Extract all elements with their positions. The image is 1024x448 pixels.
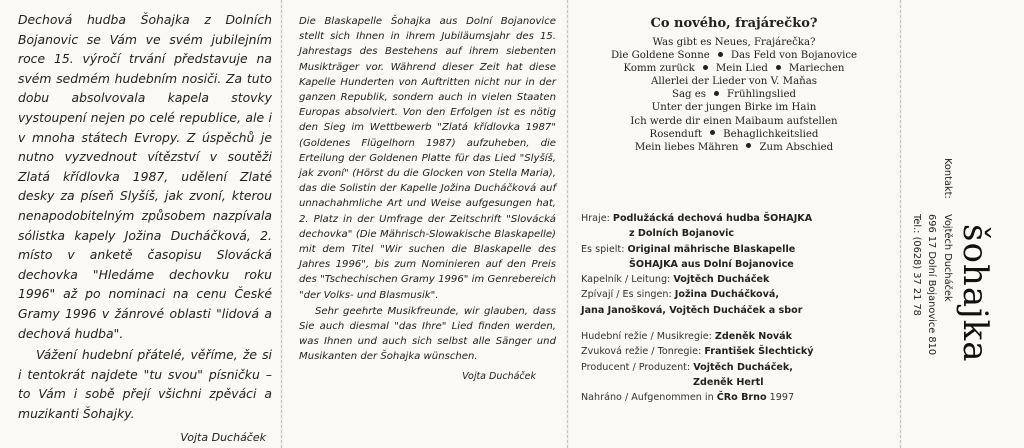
song-title: Unter der jungen Birke im Hain xyxy=(651,102,817,114)
credit-label: Nahráno / Aufgenommen in xyxy=(581,392,714,404)
fold-line xyxy=(900,0,901,448)
song-title: Rosenduft xyxy=(649,128,703,140)
bullet-icon xyxy=(776,65,781,70)
credit-value-continued: Jana Janošková, Vojtěch Ducháček a sbor xyxy=(581,304,803,316)
song-title: Mein Lied xyxy=(715,63,768,75)
credit-es-spielt xyxy=(581,242,897,257)
album-title: Co nového, frajárečko? xyxy=(650,16,818,31)
bullet-icon xyxy=(703,65,708,70)
credit-label: Producent / Produzent: xyxy=(581,361,691,373)
contact-address: 696 17 Dolní Bojanovice 810 xyxy=(926,214,938,356)
credit-label: Zvuková režie / Tonregie: xyxy=(581,346,702,358)
credit-value-continued: z Dolních Bojanovic xyxy=(629,228,735,240)
contact-name: Vojtěch Ducháček xyxy=(942,214,953,302)
fold-line xyxy=(281,0,282,448)
credit-value: Vojtěch Ducháček xyxy=(673,274,770,286)
contact-label: Kontakt: xyxy=(942,158,953,199)
song-line xyxy=(569,115,899,128)
song-title: Behaglichkeitslied xyxy=(723,128,819,140)
credit-music-director xyxy=(581,329,897,344)
fold-line xyxy=(567,0,568,448)
song-line xyxy=(569,128,899,141)
song-line xyxy=(569,141,899,154)
credit-value: Podlužácká dechová hudba ŠOHAJKA xyxy=(612,213,813,224)
band-logo: šohajka xyxy=(955,224,995,363)
song-line xyxy=(569,88,899,101)
song-title: Mariechen xyxy=(788,63,845,75)
credit-producer xyxy=(581,360,897,375)
credit-label: Hudební režie / Musikregie: xyxy=(581,331,712,343)
credit-value: Zdeněk Novák xyxy=(714,331,793,343)
song-list xyxy=(569,36,899,154)
czech-paragraph-1: Dechová hudba Šohajka z Dolních Bojanovic se Vám ve svém jubilejním roce 15. výročí trvání představuje na svém sedmém hudebním nosiči. Za tuto dobu absolvovala kapela stovky vystoupení nejen po celé republice, ale i v mnoha státech Evropy. Z úspěchů je nutno vyzvednout vítězství v soutěži Zlatá křídlovka 1987, udělení Zlaté desky za píseň Slyšíš, jak zvoní, kterou nenapodobitelným způsobem nazpívala sólistka kapely Jožina Ducháčková, 2. místo v anketě časopisu Slovácká dechovka "Hledáme dechovku roku 1996" až po nominaci na cenu České Gramy 1996 v žánrové oblasti "lidová a dechová hudba". xyxy=(18,12,272,341)
bullet-icon xyxy=(718,52,723,57)
spine-panel xyxy=(902,0,1024,448)
german-paragraph-1: Die Blaskapelle Šohajka aus Dolní Bojanovice stellt sich Ihnen in ihrem Jubiläumsjahr des 15. Jahrestags des Bestehens auf ihrem siebenten Musikträger vor. Während dieser Zeit hat diese Kapelle Hunderten von Auftritten nicht nur in der ganzen Republik, sondern auch in vielen Staaten Europas absolviert. Von den Erfolgen ist es nötig den Sieg im Wettbewerb "Zlatá křídlovka 1987" (Goldenes Flügelhorn 1987) aufzuheben, die Erteilung der Goldenen Platte für das Lied "Slyšíš, jak zvoní" (Hörst du die Glocken von Stella Maria), das die Solistin der Kapelle Jožina Ducháčková auf unnachahmliche Art und Weise aufgesungen hat, 2. Platz in der Umfrage der Zeitschrift "Slovácká dechovka" (Die Mährisch-Slowakische Blaskapelle) mit dem Titel "Wir suchen die Blaskapelle des Jahres 1996", bis zum Nominieren auf den Preis des "Tschechischen Gramy 1996" im Genrebereich "der Volks- und Blasmusik". xyxy=(299,16,556,301)
song-line xyxy=(569,75,899,88)
contact-phone: Tel.: (0628) 37 21 78 xyxy=(911,214,922,316)
credit-label: Kapelník / Leitung: xyxy=(581,274,671,286)
credit-label: Hraje: xyxy=(581,213,610,224)
song-title: Sag es xyxy=(671,89,707,101)
credit-year: 1997 xyxy=(769,392,795,404)
song-line xyxy=(569,62,899,75)
tracklist-credits-panel xyxy=(569,0,899,448)
song-title: Komm zurück xyxy=(623,63,695,75)
song-line xyxy=(569,36,899,49)
bullet-icon xyxy=(714,91,719,96)
contact-block xyxy=(909,158,956,355)
credit-value: Vojtěch Ducháček, xyxy=(693,361,793,373)
song-title: Frühlingslied xyxy=(727,89,797,101)
credit-singers xyxy=(581,287,897,302)
song-title: Zum Abschied xyxy=(759,141,834,153)
czech-text-panel xyxy=(0,0,280,448)
czech-paragraph-2: Vážení hudební přátelé, věříme, že si i tentokrát najdete "tu svou" písničku – to Vám i sobě přejí všichni zpěváci a muzikanti Šohajky. xyxy=(18,347,272,421)
song-line xyxy=(569,101,899,114)
song-title: Mein liebes Mähren xyxy=(634,141,739,153)
credit-value: Original mährische Blaskapelle xyxy=(627,243,796,255)
bullet-icon xyxy=(746,143,751,148)
credit-plays xyxy=(581,211,897,226)
credit-sound xyxy=(581,344,897,359)
credit-value: František Šlechtický xyxy=(704,346,814,358)
credit-recorded xyxy=(581,390,897,405)
german-text-panel xyxy=(283,0,566,448)
credit-value: Jožina Ducháčková, xyxy=(674,289,780,301)
german-signature: Vojta Ducháček xyxy=(462,370,536,382)
song-title: Allerlei der Lieder von V. Maňas xyxy=(650,76,818,88)
credit-value-continued: Zdeněk Hertl xyxy=(693,376,764,388)
song-title: Die Goldene Sonne xyxy=(610,50,710,62)
song-title: Was gibt es Neues, Frajárečka? xyxy=(652,37,816,48)
credit-value-continued: ŠOHAJKA aus Dolní Bojanovice xyxy=(629,258,794,270)
credit-value: ČRo Brno xyxy=(716,392,767,404)
czech-signature: Vojta Ducháček xyxy=(180,431,266,445)
song-title: Ich werde dir einen Maibaum aufstellen xyxy=(630,115,838,127)
credit-label: Zpívají / Es singen: xyxy=(581,289,672,301)
song-line xyxy=(569,49,899,62)
song-title: Das Feld von Bojanovice xyxy=(730,50,858,62)
german-paragraph-2: Sehr geehrte Musikfreunde, wir glauben, dass Sie auch diesmal "das Ihre" Lied finden werden, was Ihnen und auch sich selbst alle Sänger und Musikanten der Šohajka wünschen. xyxy=(299,305,556,363)
credit-label: Es spielt: xyxy=(581,243,625,255)
credits xyxy=(581,211,897,406)
credit-kapelnik xyxy=(581,272,897,287)
bullet-icon xyxy=(710,130,715,135)
